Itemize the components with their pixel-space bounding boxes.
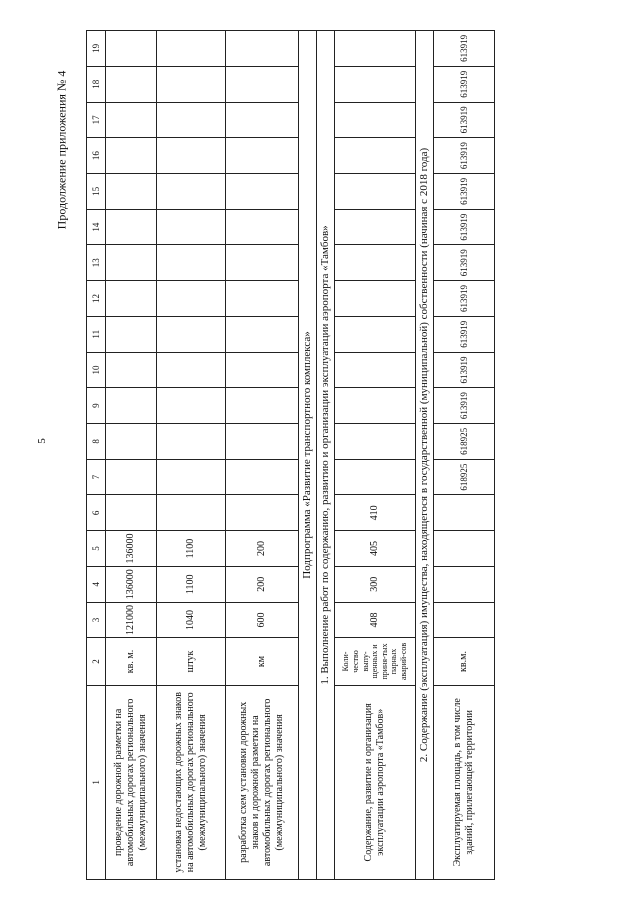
rotated-table-container [86,30,606,880]
cell-value [106,245,157,281]
cell-value [226,174,299,210]
row-unit: км [226,638,299,685]
cell-value [335,424,416,460]
cell-value: 613919 [434,174,495,210]
cell-value [434,531,495,567]
cell-value: 408 [335,602,416,638]
section-row [416,31,434,880]
cell-value [226,388,299,424]
cell-value [106,209,157,245]
cell-value [335,174,416,210]
row-name: проведение дорожной разметки на автомобильных дорогах регионального (межмуниципального) значения [106,685,157,879]
column-number: 2 [87,638,106,685]
cell-value [434,602,495,638]
column-number: 16 [87,138,106,174]
cell-value [157,281,226,317]
cell-value [335,209,416,245]
cell-value [157,66,226,102]
cell-value [335,388,416,424]
cell-value [106,31,157,67]
cell-value: 136000 [106,531,157,567]
cell-value [226,102,299,138]
column-number: 12 [87,281,106,317]
cell-value: 613919 [434,31,495,67]
cell-value [335,245,416,281]
cell-value: 136000 [106,566,157,602]
cell-value [157,174,226,210]
cell-value: 618925 [434,459,495,495]
column-number: 19 [87,31,106,67]
column-number: 15 [87,174,106,210]
row-name: установка недостающих дорожных знаков на автомобильных дорогах регионального (межмуниципального) значения [157,685,226,879]
cell-value [157,316,226,352]
cell-value: 300 [335,566,416,602]
cell-value: 405 [335,531,416,567]
cell-value [226,209,299,245]
cell-value: 613919 [434,245,495,281]
cell-value [106,352,157,388]
cell-value [106,66,157,102]
cell-value [335,102,416,138]
cell-value: 200 [226,566,299,602]
column-number: 11 [87,316,106,352]
table-row [106,31,157,880]
cell-value [106,138,157,174]
column-number: 13 [87,245,106,281]
cell-value: 613919 [434,66,495,102]
cell-value [157,459,226,495]
cell-value: 121000 [106,602,157,638]
column-number: 9 [87,388,106,424]
cell-value [157,388,226,424]
cell-value [106,174,157,210]
cell-value: 410 [335,495,416,531]
row-indicator: Коли-чество выпу-щенных и приня-тых парных аварий-сов [335,638,416,685]
indicators-table [86,30,495,880]
row-name: разработка схем установки дорожных знаков и дорожной разметки на автомобильных дорогах регионального (межмуниципального) значения [226,685,299,879]
column-number-row [87,31,106,880]
cell-value: 613919 [434,102,495,138]
column-number: 17 [87,102,106,138]
cell-value [226,138,299,174]
cell-value: 613919 [434,316,495,352]
cell-value [335,138,416,174]
table-row [226,31,299,880]
cell-value: 200 [226,531,299,567]
row-name: Эксплуатируемая площадь, в том числе зданий, прилегающей территории [434,685,495,879]
cell-value [157,352,226,388]
cell-value [335,352,416,388]
cell-value [226,245,299,281]
subprogram-row [299,31,317,880]
cell-value: 1100 [157,566,226,602]
cell-value [106,316,157,352]
cell-value [106,388,157,424]
column-number: 5 [87,531,106,567]
cell-value [157,102,226,138]
subprogram-title: Подпрограмма «Развитие транспортного комплекса» [299,31,317,880]
cell-value [106,102,157,138]
row-name: Содержание, развитие и организация эксплуатации аэропорта «Тамбов» [335,685,416,879]
cell-value: 613919 [434,209,495,245]
cell-value [335,66,416,102]
cell-value [335,281,416,317]
column-number: 7 [87,459,106,495]
cell-value: 613919 [434,281,495,317]
section-1-title: 1. Выполнение работ по содержанию, развитию и организации эксплуатации аэропорта «Тамбов» [317,31,335,880]
cell-value [226,495,299,531]
cell-value [226,459,299,495]
page-number: 5 [36,438,48,444]
cell-value [434,495,495,531]
cell-value: 618925 [434,424,495,460]
cell-value [106,459,157,495]
cell-value: 1040 [157,602,226,638]
column-number: 18 [87,66,106,102]
cell-value [106,495,157,531]
cell-value [106,424,157,460]
cell-value [226,316,299,352]
section-2-title: 2. Содержание (эксплуатация) имущества, находящегося в государственной (муниципальной) собственности (начиная с 2018 года) [416,31,434,880]
cell-value: 613919 [434,352,495,388]
cell-value [157,424,226,460]
row-unit: кв.м. [434,638,495,685]
cell-value: 1100 [157,531,226,567]
cell-value: 613919 [434,388,495,424]
cell-value [226,66,299,102]
column-number: 3 [87,602,106,638]
cell-value [157,245,226,281]
column-number: 4 [87,566,106,602]
cell-value [226,352,299,388]
cell-value [434,566,495,602]
column-number: 6 [87,495,106,531]
column-number: 8 [87,424,106,460]
cell-value [157,495,226,531]
cell-value [226,281,299,317]
row-unit: штук [157,638,226,685]
cell-value [106,281,157,317]
cell-value: 613919 [434,138,495,174]
cell-value [335,31,416,67]
table-row [335,31,416,880]
row-unit: кв. м. [106,638,157,685]
table-row [157,31,226,880]
column-number: 1 [87,685,106,879]
cell-value [335,459,416,495]
cell-value: 600 [226,602,299,638]
column-number: 14 [87,209,106,245]
table-row [434,31,495,880]
cell-value [226,424,299,460]
cell-value [157,209,226,245]
continuation-label: Продолжение приложения № 4 [54,70,69,230]
cell-value [157,138,226,174]
cell-value [226,31,299,67]
column-number: 10 [87,352,106,388]
cell-value [335,316,416,352]
section-row [317,31,335,880]
cell-value [157,31,226,67]
